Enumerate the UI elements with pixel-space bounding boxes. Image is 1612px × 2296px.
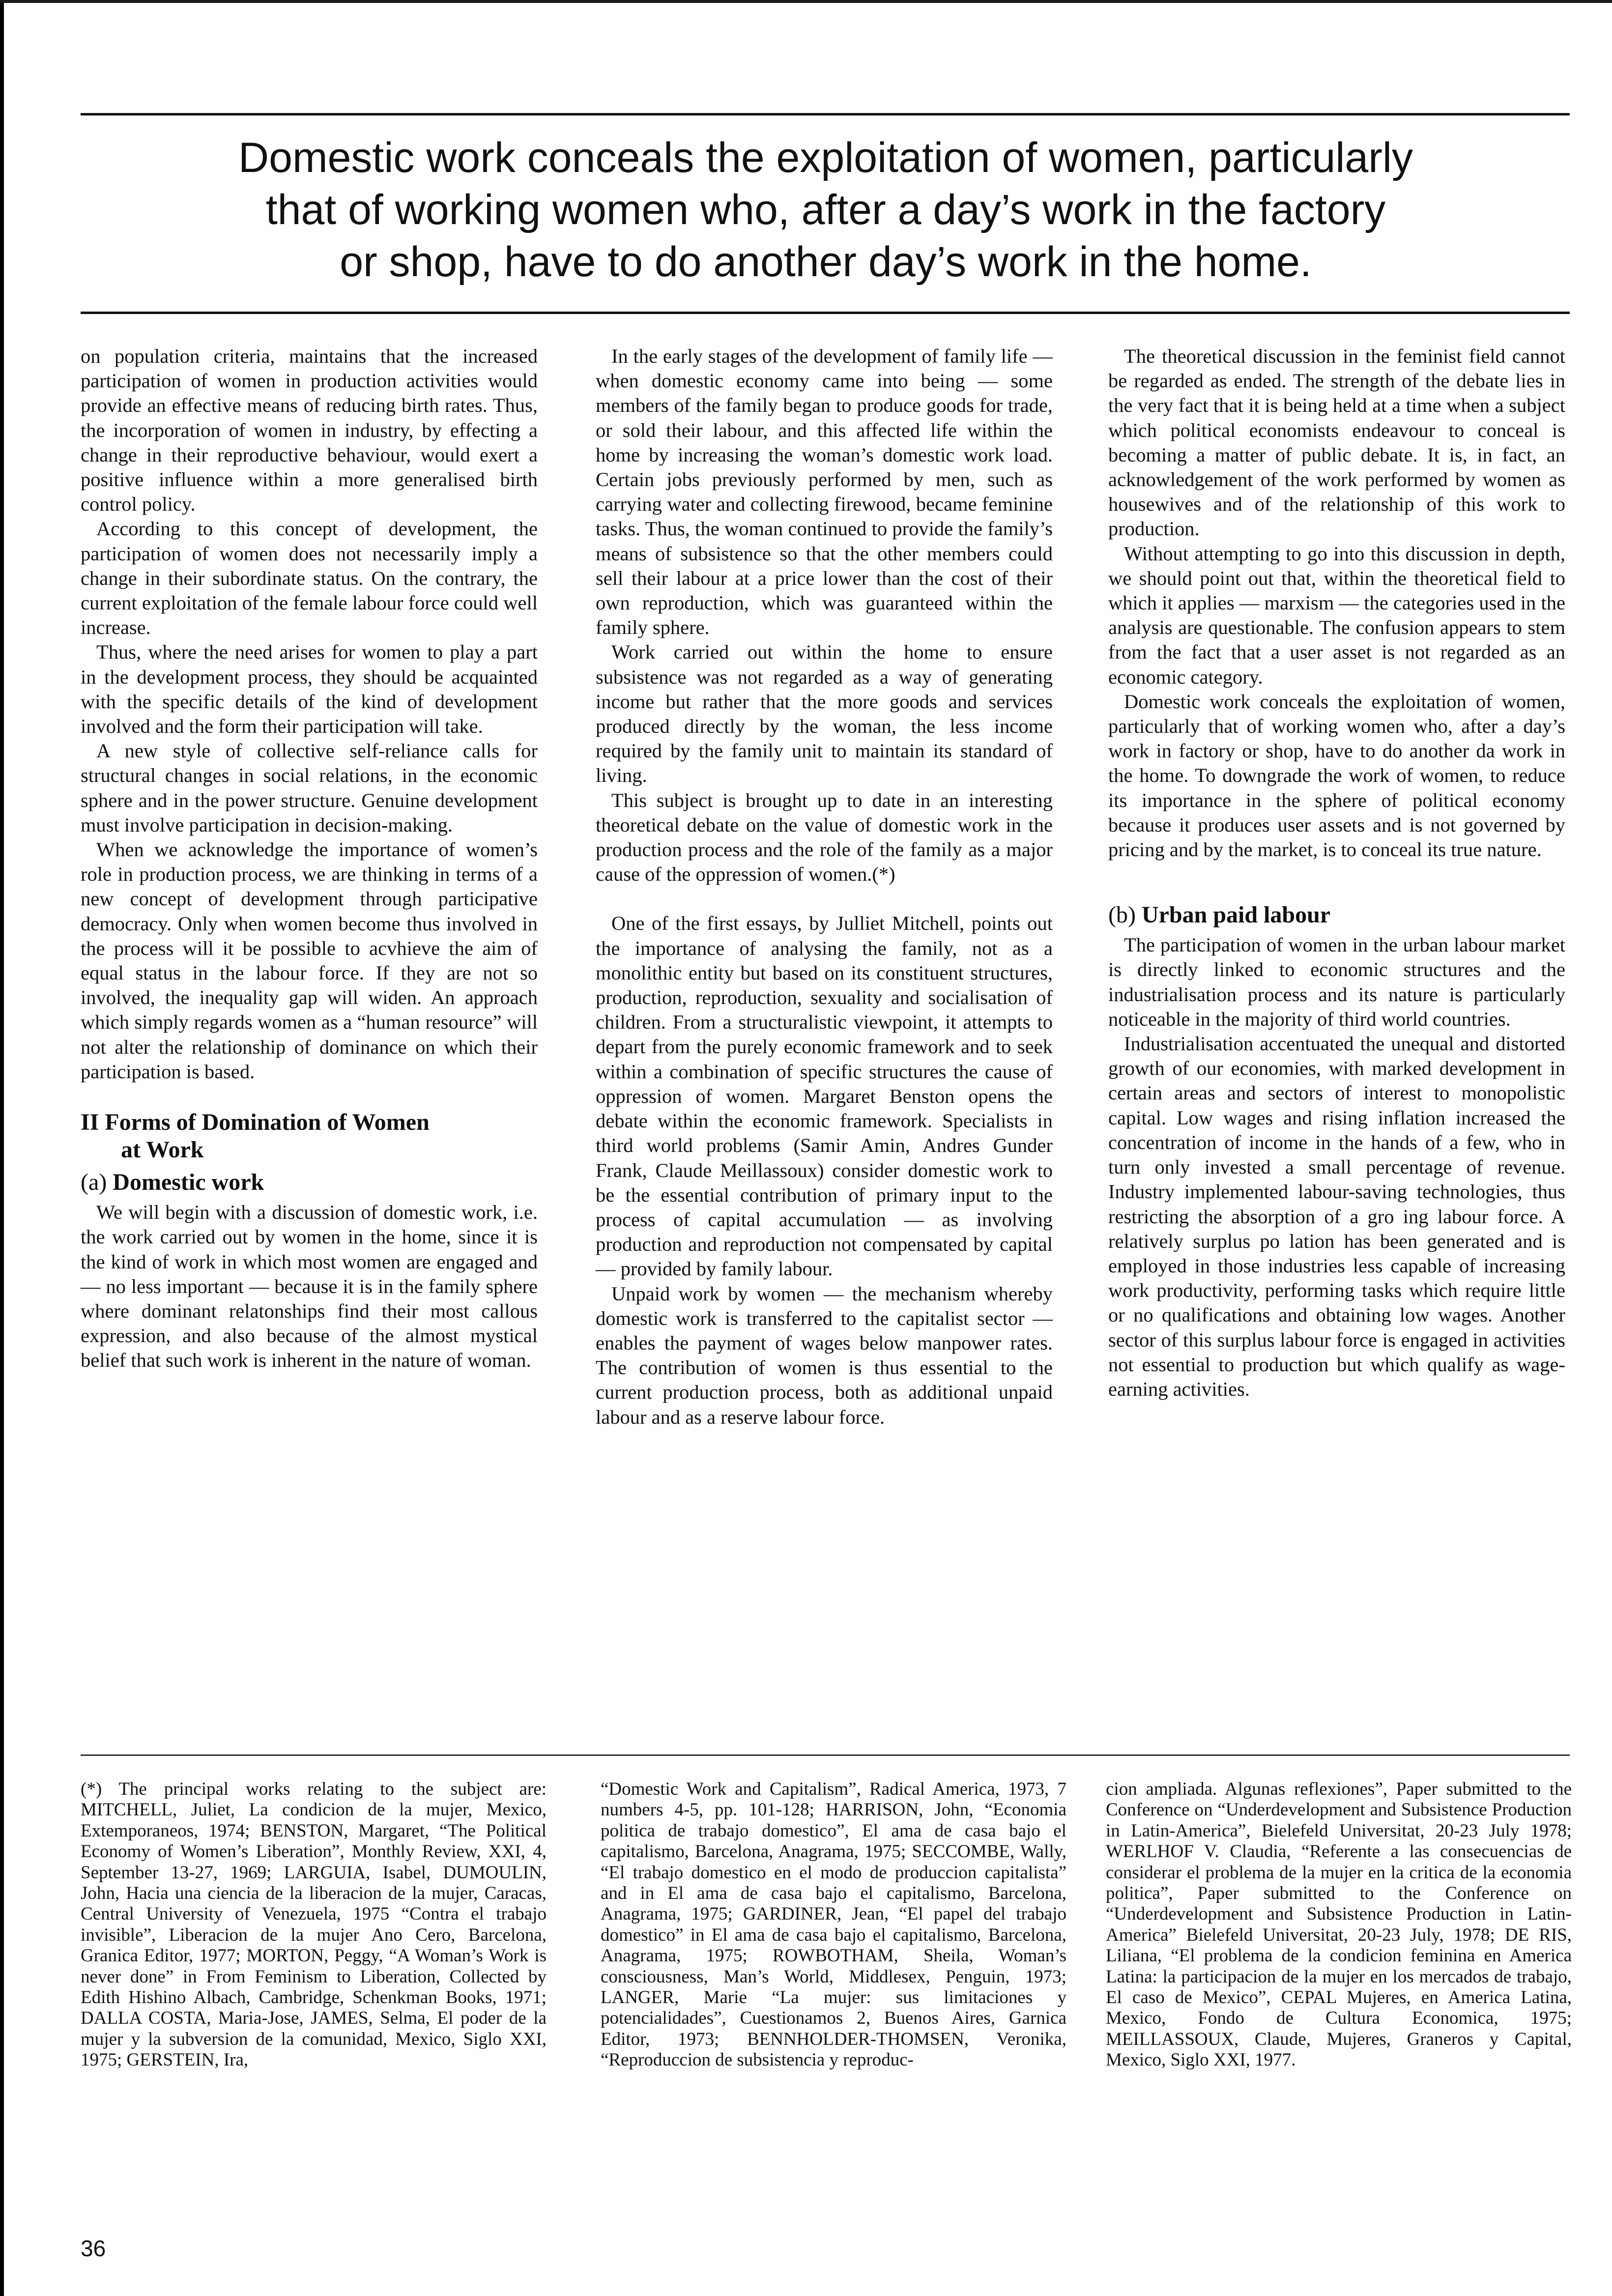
article-column-3 [1108,344,1565,1402]
footnote-column-3 [1106,1779,1572,2071]
paragraph: According to this concept of development, the participation of women does not necessarily imply a change in their subordinate status. On the contrary, the current exploitation of the female labour force could well increase. [81,517,538,639]
subheading-domestic-work [81,1169,538,1196]
footnote-rule [81,1754,1570,1756]
paragraph: The theoretical discussion in the feminist field cannot be regarded as ended. The strength of the debate lies in the very fact that it is being held at a time when a subject which political economists endeavour to conceal is becoming a matter of public debate. It is, in fact, an acknowledgement of the work performed by women as housewives and of the relationship of this work to production. [1108,345,1565,540]
pullquote-top-rule [81,113,1570,115]
subheading-text: Urban paid labour [1141,902,1331,928]
paragraph: Work carried out within the home to ensure subsistence was not regarded as a way of generating income but rather that the more goods and services produced directly by the woman, the less income required by the family unit to maintain its standard of living. [596,641,1053,787]
pullquote [79,132,1573,288]
paragraph: Without attempting to go into this discussion in depth, we should point out that, within the theoretical field to which it applies — marxism — the categories used in the analysis are questionable. The confusion appears to stem from the fact that a user asset is not regarded as an economic category. [1108,542,1565,688]
pullquote-line-1: Domestic work conceals the exploitation of women, particularly [238,134,1413,181]
footnote-text: cion ampliada. Algunas reflexiones”, Paper submitted to the Conference on “Underdevelopment and Subsistence Production in Latin-America”, Bielefeld Universitat, 20-23 July 1978; WERLHOF V. Claudia, “Referente a las consecuencias de considerar el problema de la mujer en la critica de la economia politica”, Paper submitted to the Conference on “Underdevelopment and Subsistence Production in Latin-America” Bielefeld Universitat, 20-23 July, 1978; DE RIS, Liliana, “El problema de la condicion feminina en America Latina: la participacion de la mujer en los mercados de trabajo, El caso de Mexico”, CEPAL Mujeres, en America Latina, Mexico, Fondo de Cultura Economica, 1975; MEILLASSOUX, Claude, Mujeres, Graneros y Capital, Mexico, Siglo XXI, 1977. [1106,1779,1572,2070]
footnote-column-1 [81,1779,547,2071]
paragraph: Domestic work conceals the exploitation of women, particularly that of working women who, after a day’s work in factory or shop, have to do another da work in the home. To downgrade the work of women, to reduce its importance in the sphere of political economy because it produces user assets and is not governed by pricing and by the market, is to conceal its true nature. [1108,690,1565,861]
footnote-text: “Domestic Work and Capitalism”, Radical America, 1973, 7 numbers 4-5, pp. 101-128; HARRISON, John, “Economia politica de trabajo domestico”, El ama de casa bajo el capitalismo, Barcelona, Anagrama, 1975; SECCOMBE, Wally, “El trabajo domestico en el modo de produccion capitalista” and in El ama de casa bajo el capitalismo, Barcelona, Anagrama, 1975; GARDINER, Jean, “El papel del trabajo domestico” in El ama de casa bajo el capitalismo, Barcelona, Anagrama, 1975; ROWBOTHAM, Sheila, Woman’s consciousness, Man’s World, Middlesex, Penguin, 1973; LANGER, Marie “La mujer: sus limitaciones y potencialidades”, Cuestionamos 2, Buenos Aires, Garnica Editor, 1973; BENNHOLDER-THOMSEN, Veronika, “Reproduccion de subsistencia y reproduc- [601,1779,1066,2070]
page-number: 36 [81,2236,106,2261]
article-column-2 [596,344,1053,1430]
footnote-text: (*) The principal works relating to the subject are: MITCHELL, Juliet, La condicion de la mujer, Mexico, Extemporaneos, 1974; BENSTON, Margaret, “The Political Economy of Women’s Liberation”, Monthly Review, XXI, 4, September 13-27, 1969; LARGUIA, Isabel, DUMOULIN, John, Hacia una ciencia de la liberacion de la mujer, Caracas, Central University of Venezuela, 1975 “Contra el trabajo invisible”, Liberacion de la mujer Ano Cero, Barcelona, Granica Editor, 1977; MORTON, Peggy, “A Woman’s Work is never done” in From Feminism to Liberation, Collected by Edith Hishino Albach, Cambridge, Schenkman Books, 1971; DALLA COSTA, Maria-Jose, JAMES, Selma, El poder de la mujer y la subversion de la comunidad, Mexico, Siglo XXI, 1975; GERSTEIN, Ira, [81,1779,547,2070]
paragraph: Industrialisation accentuated the unequal and distorted growth of our economies, with marked development in certain areas and sectors of interest to monopolistic capital. Low wages and rising inflation increased the concentration of income in the hands of a few, who in turn only invested a small percentage of revenue. Industry implemented labour-saving technologies, thus restricting the absorption of a gro ing labour force. A relatively surplus po lation has been generated and is employed in those industries less capable of increasing work productivity, performing tasks which require little or no qualifications and obtaining low wages. Another sector of this surplus labour force is engaged in activities not essential to production but which qualify as wage-earning activities. [1108,1033,1565,1400]
subheading-text: Domestic work [113,1169,264,1196]
paragraph: on population criteria, maintains that the increased participation of women in production activities would provide an effective means of reducing birth rates. Thus, the incorporation of women in industry, by effecting a change in their reproductive behaviour, would exert a positive influence within a more generalised birth control policy. [81,345,538,516]
section-heading-line-2: at Work [121,1137,204,1163]
pullquote-bottom-rule [81,312,1570,314]
section-heading [81,1109,538,1164]
paragraph: The participation of women in the urban labour market is directly linked to economic structures and the industrialisation process and its nature is particularly noticeable in the majority of third world countries. [1108,934,1565,1030]
paragraph: Thus, where the need arises for women to play a part in the development process, they should be acquainted with the specific details of the kind of development involved and the form their participation will take. [81,641,538,738]
top-border [0,0,1612,3]
paragraph: We will begin with a discussion of domestic work, i.e. the work carried out by women in the home, since it is the kind of work in which most women are engaged and — no less important — because it is in the family sphere where dominant relatonships find their most callous expression, and also because of the almost mystical belief that such work is inherent in the nature of woman. [81,1201,538,1372]
paragraph: A new style of collective self-reliance calls for structural changes in social relations, in the economic sphere and in the power structure. Genuine development must involve participation in decision-making. [81,740,538,836]
paragraph: This subject is brought up to date in an interesting theoretical debate on the value of domestic work in the production process and the role of the family as a major cause of the oppression of women.(*) [596,789,1053,886]
subheading-label: (b) [1108,902,1142,928]
subheading-urban-paid-labour [1108,901,1565,929]
paragraph: One of the first essays, by Julliet Mitchell, points out the importance of analysing the family, not as a monolithic entity but based on its constituent structures, production, reproduction, sexuality and socialisation of children. From a structuralistic viewpoint, it attempts to depart from the purely economic framework and to seek within a combination of specific structures the cause of oppression of women. Margaret Benston opens the debate within the economic framework. Specialists in third world problems (Samir Amin, Andres Gunder Frank, Claude Meillassoux) consider domestic work to be the essential contribution of primary input to the process of capital accumulation — as involving production and reproduction not compensated by capital — provided by family labour. [596,912,1053,1280]
page-edge-bar [0,0,4,2296]
pullquote-line-2: that of working women who, after a day’s work in the factory [265,186,1386,233]
pullquote-line-3: or shop, have to do another day’s work in the home. [340,238,1312,286]
section-heading-line-1: II Forms of Domination of Women [81,1109,430,1136]
paragraph: When we acknowledge the importance of women’s role in production process, we are thinking in terms of a new concept of development through participative democracy. Only when women become thus involved in the process will it be possible to acvhieve the aim of equal status in the labour force. If they are not so involved, the inequality gap will widen. An approach which simply regards women as a “human resource” will not alter the relationship of dominance on which their participation is based. [81,838,538,1083]
article-column-1 [81,344,538,1373]
paragraph: In the early stages of the development of family life — when domestic economy came into being — some members of the family began to produce goods for trade, or sold their labour, and this affected life within the home by increasing the woman’s domestic work load. Certain jobs previously performed by men, such as carrying water and collecting firewood, became feminine tasks. Thus, the woman continued to provide the family’s means of subsistence so that the other members could sell their labour at a price lower than the cost of their own reproduction, which was guaranteed within the family sphere. [596,345,1053,639]
subheading-label: (a) [81,1169,113,1196]
footnote-column-2 [601,1779,1066,2071]
paragraph: Unpaid work by women — the mechanism whereby domestic work is transferred to the capitalist sector — enables the payment of wages below manpower rates. The contribution of women is thus essential to the current production process, both as additional unpaid labour and as a reserve labour force. [596,1282,1053,1428]
